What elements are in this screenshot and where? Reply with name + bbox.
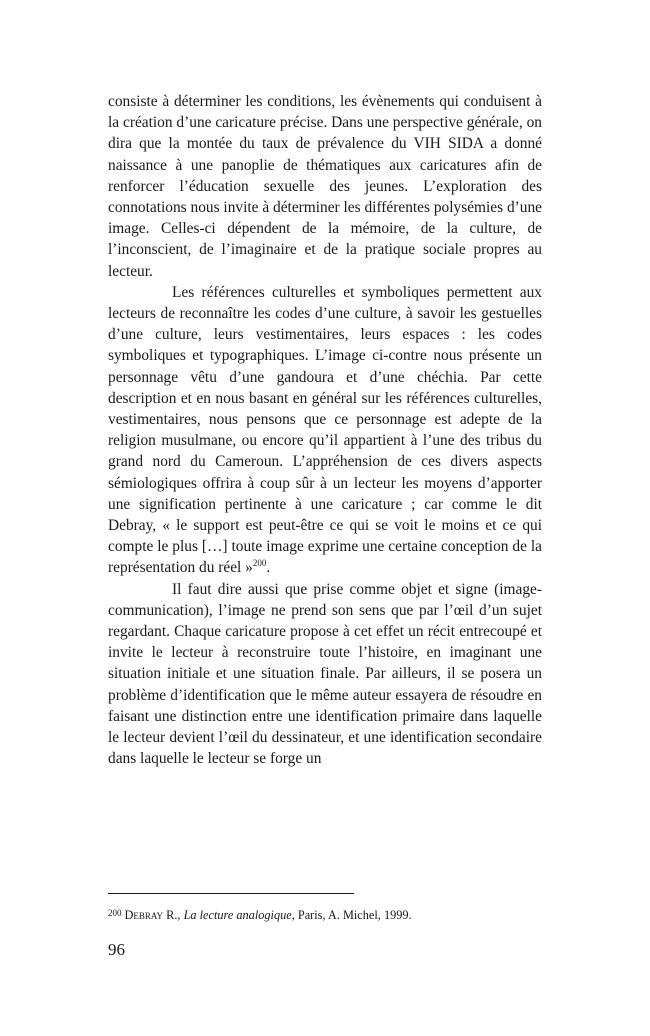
paragraph-2 <box>108 282 542 579</box>
page-number: 96 <box>108 940 125 959</box>
paragraph-2-tail: . <box>266 559 271 577</box>
paragraph-3: Il faut dire aussi que prise comme objet et signe (image-communication), l’image ne prend son sens que par l’œil d’un sujet regardant. Chaque caricature propose à cet effet un récit entrecoupé et invite le lecteur à reconstruire toute l’histoire, en imaginant une situation initiale et une situation finale. Par ailleurs, il se posera un problème d’identification que le même auteur essayera de résoudre en faisant une distinction entre une identification primaire dans laquelle le lecteur devient l’œil du dessinateur, et une identification secondaire dans laquelle le lecteur se forge un <box>108 580 542 768</box>
body-text <box>108 91 542 770</box>
footnote-title: La lecture analogique <box>183 908 292 922</box>
footnote-author-initial: R., <box>163 908 184 922</box>
footnote-separator <box>108 893 354 894</box>
paragraph-2-text: Les références culturelles et symboliques permettent aux lecteurs de reconnaître les codes d’une culture, à savoir les gestuelles d’une culture, leurs vestimentaires, leurs espaces : les codes symboliques et typographiques. L’image ci-contre nous présente un personnage vêtu d’une gandoura et d’une chéchia. Par cette description et en nous basant en général sur les références culturelles, vestimentaires, nous pensons que ce personnage est adepte de la religion musulmane, ou encore qu’il appartient à l’une des tribus du grand nord du Cameroun. L’appréhension de ces divers aspects sémiologiques offrira à coup sûr à un lecteur les moyens d’apporter une signification pertinente à une caricature ; car comme le dit Debray, « le support est peut-être ce qui se voit le moins et ce qui compte le plus […] toute image exprime une certaine conception de la représentation du réel » <box>108 283 542 577</box>
footnote-reference[interactable]: 200 <box>252 558 267 569</box>
footnote <box>108 906 548 923</box>
paragraph-1: consiste à déterminer les conditions, les évènements qui conduisent à la création d’une caricature précise. Dans une perspective générale, on dira que la montée du taux de prévalence du VIH SIDA a donné naissance à une panoplie de thématiques aux caricatures afin de renforcer l’éducation sexuelle des jeunes. L’exploration des connotations nous invite à déterminer les différentes polysémies d’une image. Celles-ci dépendent de la mémoire, de la culture, de l’inconscient, de l’imaginaire et de la pratique sociale propres au lecteur. <box>108 93 542 280</box>
footnote-author-lastname: Debray <box>124 908 164 922</box>
footnote-number: 200 <box>108 908 122 918</box>
footnote-publication: , Paris, A. Michel, 1999. <box>291 908 412 922</box>
